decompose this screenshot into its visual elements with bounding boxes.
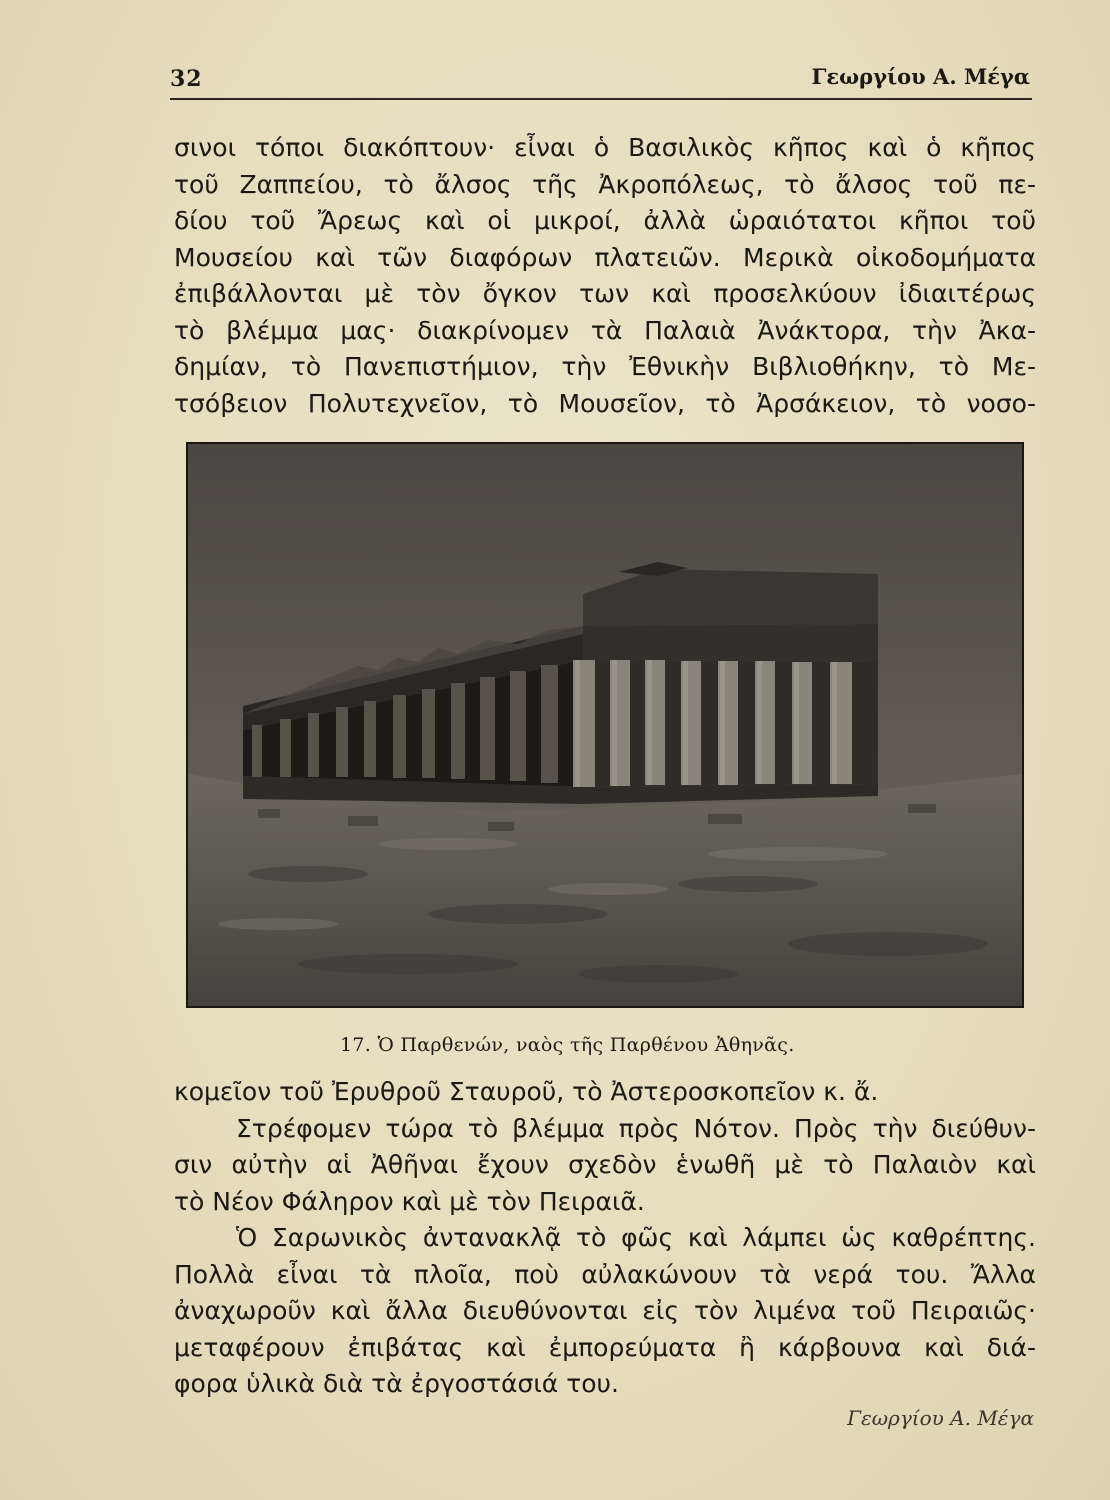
header-rule [170,98,1032,100]
text-line: ἐπιβάλλονται μὲ τὸν ὄγκον των καὶ προσελκύουν ἰδιαιτέρως [174,279,1036,308]
parthenon-photograph [186,442,1024,1008]
figure-caption: 17. Ὁ Παρθενών, ναὸς τῆς Παρθένου Ἀθηνᾶς. [340,1034,795,1056]
running-head: Γεωργίου Α. Μέγα [811,64,1030,89]
body-text-top [174,130,1036,422]
text-line: ἀναχωροῦν καὶ ἄλλα διευθύνονται εἰς τὸν λιμένα τοῦ Πειραιῶς· [174,1296,1036,1325]
text-line: Μουσείου καὶ τῶν διαφόρων πλατειῶν. Μερικὰ οἰκοδομήματα [174,242,1036,272]
text-line: τὸ Νέον Φάληρον καὶ μὲ τὸν Πειραιᾶ. [174,1186,645,1216]
text-line: Πολλὰ εἶναι τὰ πλοῖα, ποὺ αὐλακώνουν τὰ νερά του. Ἄλλα [174,1259,1036,1289]
text-line: σινοι τόποι διακόπτουν· εἶναι ὁ Βασιλικὸς κῆπος καὶ ὁ κῆπος [174,133,1036,162]
text-line: Στρέφομεν τώρα τὸ βλέμμα πρὸς Νότον. Πρὸς τὴν διεύθυν- [236,1113,1036,1143]
body-text-bottom [174,1074,1036,1403]
text-line: τοῦ Ζαππείου, τὸ ἄλσος τῆς Ἀκροπόλεως, τὸ ἄλσος τοῦ πε- [174,169,1036,199]
text-line: Ὁ Σαρωνικὸς ἀντανακλᾷ τὸ φῶς καὶ λάμπει ὡς καθρέπτης. [236,1223,1036,1252]
text-line: κομεῖον τοῦ Ἐρυθροῦ Σταυροῦ, τὸ Ἀστεροσκοπεῖον κ. ἄ. [174,1077,879,1106]
text-line: δημίαν, τὸ Πανεπιστήμιον, τὴν Ἐθνικὴν Βιβλιοθήκην, τὸ Με- [174,352,1036,381]
text-line: μεταφέρουν ἐπιβάτας καὶ ἐμπορεύματα ἢ κάρβουνα καὶ διά- [174,1332,1036,1362]
parthenon-illustration [188,444,1022,1006]
page-number: 32 [170,66,203,92]
text-line: δίου τοῦ Ἄρεως καὶ οἱ μικροί, ἀλλὰ ὡραιότατοι κῆποι τοῦ [174,206,1036,235]
footer-signature: Γεωργίου Α. Μέγα [847,1406,1034,1430]
text-line: σιν αὐτὴν αἱ Ἀθῆναι ἔχουν σχεδὸν ἑνωθῆ μὲ τὸ Παλαιὸν καὶ [174,1150,1036,1179]
text-line: φορα ὑλικὰ διὰ τὰ ἐργοστάσιά του. [174,1369,619,1398]
text-line: τὸ βλέμμα μας· διακρίνομεν τὰ Παλαιὰ Ἀνάκτορα, τὴν Ἀκα- [174,315,1036,345]
text-line: τσόβειον Πολυτεχνεῖον, τὸ Μουσεῖον, τὸ Ἀρσάκειον, τὸ νοσο- [174,388,1036,418]
